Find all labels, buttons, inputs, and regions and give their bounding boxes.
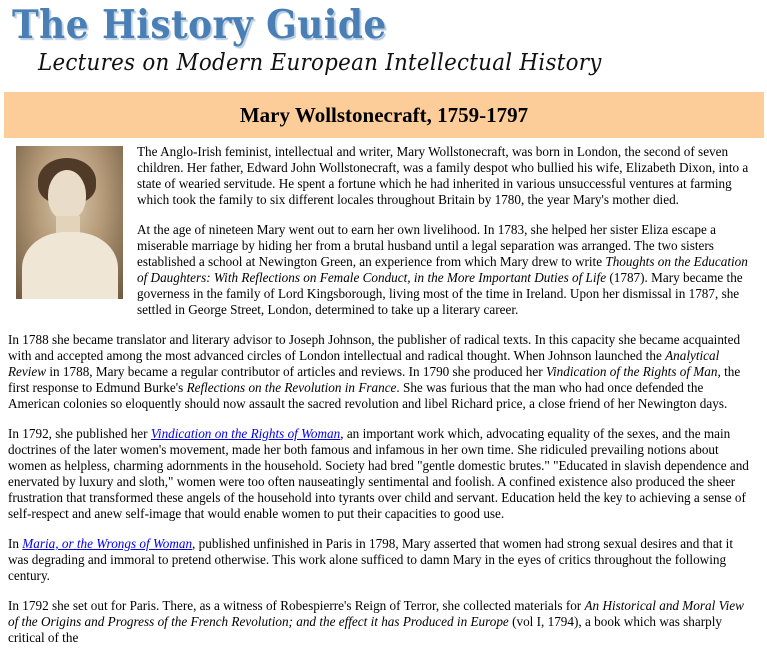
paragraph-4-text-a: In 1792, she published her: [8, 426, 151, 441]
paragraph-3: [8, 332, 756, 412]
title-historical-view: An Historical and Moral View of the Origins and Progress of the French Revolution; and the effect it has Produced in Europe: [8, 598, 744, 629]
paragraph-3-text-a: In 1788 she became translator and literary advisor to Joseph Johnson, the publisher of radical texts. In this capacity she became acquainted with and accepted among the most advanced circles of London intellectual and radical thought. When Johnson launched the: [8, 332, 741, 363]
title-analytical-review: Analytical Review: [8, 348, 720, 379]
link-maria[interactable]: Maria, or the Wrongs of Woman: [22, 536, 193, 551]
paragraph-6: [8, 598, 756, 646]
site-subtitle: Lectures on Modern European Intellectual History: [38, 50, 602, 76]
portrait-face: [48, 170, 86, 220]
paragraph-5: [8, 536, 756, 584]
page-title: Mary Wollstonecraft, 1759-1797: [239, 102, 529, 127]
paragraph-6-text-a: In 1792 she set out for Paris. There, as a witness of Robespierre's Reign of Terror, she collected materials for: [8, 598, 585, 613]
paragraph-2-text-b: (1787). Mary became the governess in the family of Lord Kingsborough, living most of the time in Ireland. Upon her dismissal in 1787, she settled in George Street, London, determined to take up a literary career.: [137, 270, 743, 317]
paragraph-1-text: The Anglo-Irish feminist, intellectual and writer, Mary Wollstonecraft, was born in London, the second of seven children. Her father, Edward John Wollstonecraft, was a family despot who bullied his wife, Elizabeth Dixon, into a state of wearied servitude. He spent a fortune which he had inherited in various unsuccessful ventures at farming which took the family to six different locales throughout Britain by 1780, the year Mary's mother died.: [137, 144, 749, 207]
site-title-logo[interactable]: The History Guide: [12, 2, 387, 48]
article-content: [8, 144, 756, 660]
paragraph-5-text-a: In: [8, 536, 23, 551]
site-banner: [0, 0, 767, 88]
page-title-bar: [4, 92, 764, 138]
paragraph-3-text-c: , the first response to Edmund Burke's: [8, 364, 741, 395]
paragraph-5-text-b: , published unfinished in Paris in 1798, Mary asserted that women had strong sexual desires and that it was degrading and immoral to pretend otherwise. This work alone sufficed to damn Mary in the eyes of critics throughout the following century.: [8, 536, 734, 583]
book-title-thoughts: Thoughts on the Education of Daughters: With Reflections on Female Conduct, in the More Important Duties of Life: [137, 254, 748, 285]
paragraph-3-text-d: . She was furious that the man who had once defended the American colonies so eloquently should now assault the sacred revolution and libel Richard price, a close friend of her Newington days.: [8, 380, 728, 411]
title-reflections: Reflections on the Revolution in France: [186, 380, 397, 395]
portrait-dress: [22, 232, 118, 299]
paragraph-4-text-b: , an important work which, advocating equality of the sexes, and the main doctrines of the later women's movement, made her both famous and infamous in her own time. She ridiculed prevailing notions about women as helpless, charming adornments in the household. Society had bred "gentle domestic brutes." "Educated in slavish dependence and enervated by luxury and sloth," women were too often nauseatingly sentimental and foolish. A confined existence also produced the sheer frustration that transformed these angels of the household into tyrants over child and servant. Education held the key to achieving a sense of self-respect and anew self-image that would enable women to put their capacities to good use.: [8, 426, 749, 521]
portrait-image: [16, 146, 123, 299]
paragraph-3-text-b: in 1788, Mary became a regular contributor of articles and reviews. In 1790 she produced her: [46, 364, 546, 379]
paragraph-4: [8, 426, 756, 522]
paragraph-2-text-a: At the age of nineteen Mary went out to earn her own livelihood. In 1783, she helped her sister Eliza escape a miserable marriage by hiding her from a brutal husband until a legal separation was arranged. The two sisters established a school at Newington Green, an experience from which Mary drew to write: [137, 222, 716, 269]
link-vindication-woman[interactable]: Vindication on the Rights of Woman: [150, 426, 341, 441]
title-vindication-man: Vindication of the Rights of Man: [545, 364, 718, 379]
paragraph-6-text-b: (vol I, 1794), a book which was sharply critical of the: [8, 614, 722, 645]
